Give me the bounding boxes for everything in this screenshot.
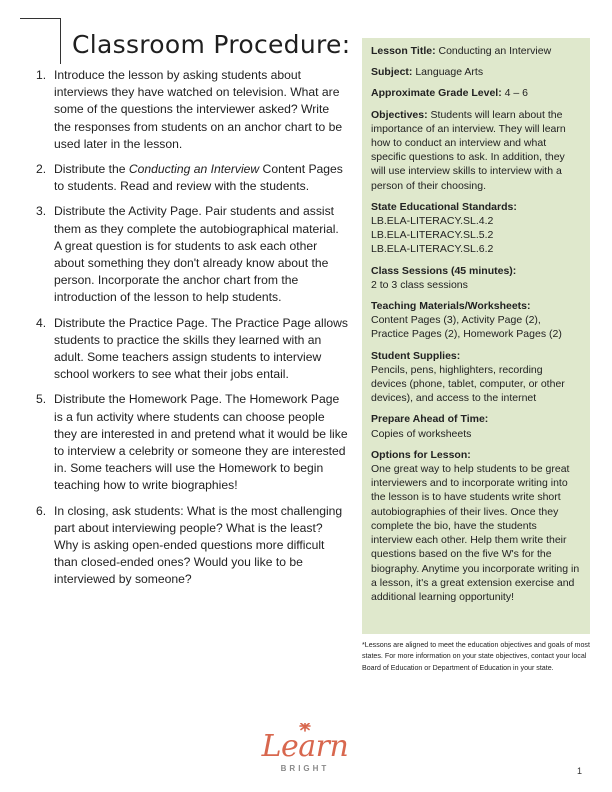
standard-item: LB.ELA-LITERACY.SL.4.2	[371, 215, 494, 228]
step-text: Distribute the Practice Page. The Practice Page allows students to practice the skills they learned with an adult. Some teachers assign students to interview school workers to see what their jobs entail.	[54, 315, 348, 382]
step-number: 6.	[36, 503, 47, 518]
lesson-info-sidebar	[362, 38, 590, 634]
step-number: 1.	[36, 68, 47, 82]
logo-word: Learn	[261, 729, 349, 764]
grade-level-row: Approximate Grade Level: 4 – 6	[371, 87, 528, 100]
standard-item: LB.ELA-LITERACY.SL.5.2	[371, 229, 494, 242]
step-text: Distribute the Conducting an Interview Content Pages to students. Read and review with the students.	[54, 162, 343, 194]
step-text: Introduce the lesson by asking students about interviews they have watched on television. What are some of the questions the interviewer asked? Write the responses from students on an anchor chart to be used later in the lesson.	[54, 68, 343, 151]
procedure-step	[30, 67, 348, 153]
page-title: Classroom Procedure:	[72, 30, 351, 59]
corner-rule-vertical	[60, 18, 61, 64]
teaching-materials-section: Teaching Materials/Worksheets: Content Pages (3), Activity Page (2), Practice Pages (2), Homework Pages (2)	[371, 300, 562, 341]
objectives-section: Objectives: Students will learn about the importance of an interview. They will learn how to conduct an interview and what specific questions to ask. In addition, they will use interview skills to interview with a person of their choosing.	[371, 108, 566, 192]
step-text: In closing, ask students: What is the most challenging part about interviewing people? What is the least? Why is asking open-ended questions more difficult than closed-ended ones? Would you like to be interviewed by someone?	[54, 503, 343, 587]
standard-item: LB.ELA-LITERACY.SL.6.2	[371, 243, 494, 256]
corner-rule-horizontal	[20, 18, 60, 19]
standards-section: State Educational Standards: LB.ELA-LITERACY.SL.4.2 LB.ELA-LITERACY.SL.5.2 LB.ELA-LITERACY.SL.6.2	[371, 200, 581, 257]
step-text: Distribute the Activity Page. Pair students and assist them as they complete the autobiographical material. A great question is for students to ask each other about something they don't already know about the person. Incorporate the anchor chart from the introduction of the lesson to help students.	[54, 204, 339, 305]
lesson-title-row: Lesson Title: Conducting an Interview	[371, 45, 552, 57]
procedure-step	[30, 203, 348, 306]
prepare-ahead-section: Prepare Ahead of Time: Copies of worksheets	[371, 413, 489, 440]
standards-footnote: *Lessons are aligned to meet the education objectives and goals of most states. For more information on your state objectives, contact your local Board of Education or Department of Education in your state.	[362, 641, 590, 672]
options-section: Options for Lesson: One great way to help students to be great interviewers and to incorporate writing into the lesson is to have students write short autobiographies of their lives. Once they complete the bio, have the students interview each other. Help them write their questions based on the five W's for the biography. Anytime you incorporate writing in a lesson, it's a great extension exercise and additional learning opportunity!	[371, 448, 580, 603]
procedure-list	[30, 67, 348, 597]
procedure-step	[30, 503, 348, 589]
step-number: 5.	[36, 392, 47, 407]
step-number: 2.	[36, 162, 47, 177]
step-text: Distribute the Homework Page. The Homework Page is a fun activity where students can choose people they are interested in and pretend what it would be like to interview a celebrity or someone they are interested in. Some teachers will use the Homework to begin teaching how to write biographies!	[54, 392, 348, 493]
class-sessions-section: Class Sessions (45 minutes): 2 to 3 class sessions	[371, 264, 517, 291]
procedure-step	[30, 315, 348, 384]
page-number: 1	[577, 766, 583, 776]
procedure-step	[30, 391, 348, 494]
content-title-italic: Conducting an Interview	[128, 162, 260, 177]
step-number: 4.	[36, 315, 47, 330]
procedure-step	[30, 161, 348, 195]
step-number: 3.	[36, 204, 47, 219]
learn-bright-logo	[255, 723, 355, 773]
subject-row: Subject: Language Arts	[371, 66, 484, 79]
student-supplies-section: Student Supplies: Pencils, pens, highlighters, recording devices (phone, tablet, computer, or other devices), and access to the internet	[371, 349, 565, 405]
logo-subword: BRIGHT	[280, 764, 330, 773]
